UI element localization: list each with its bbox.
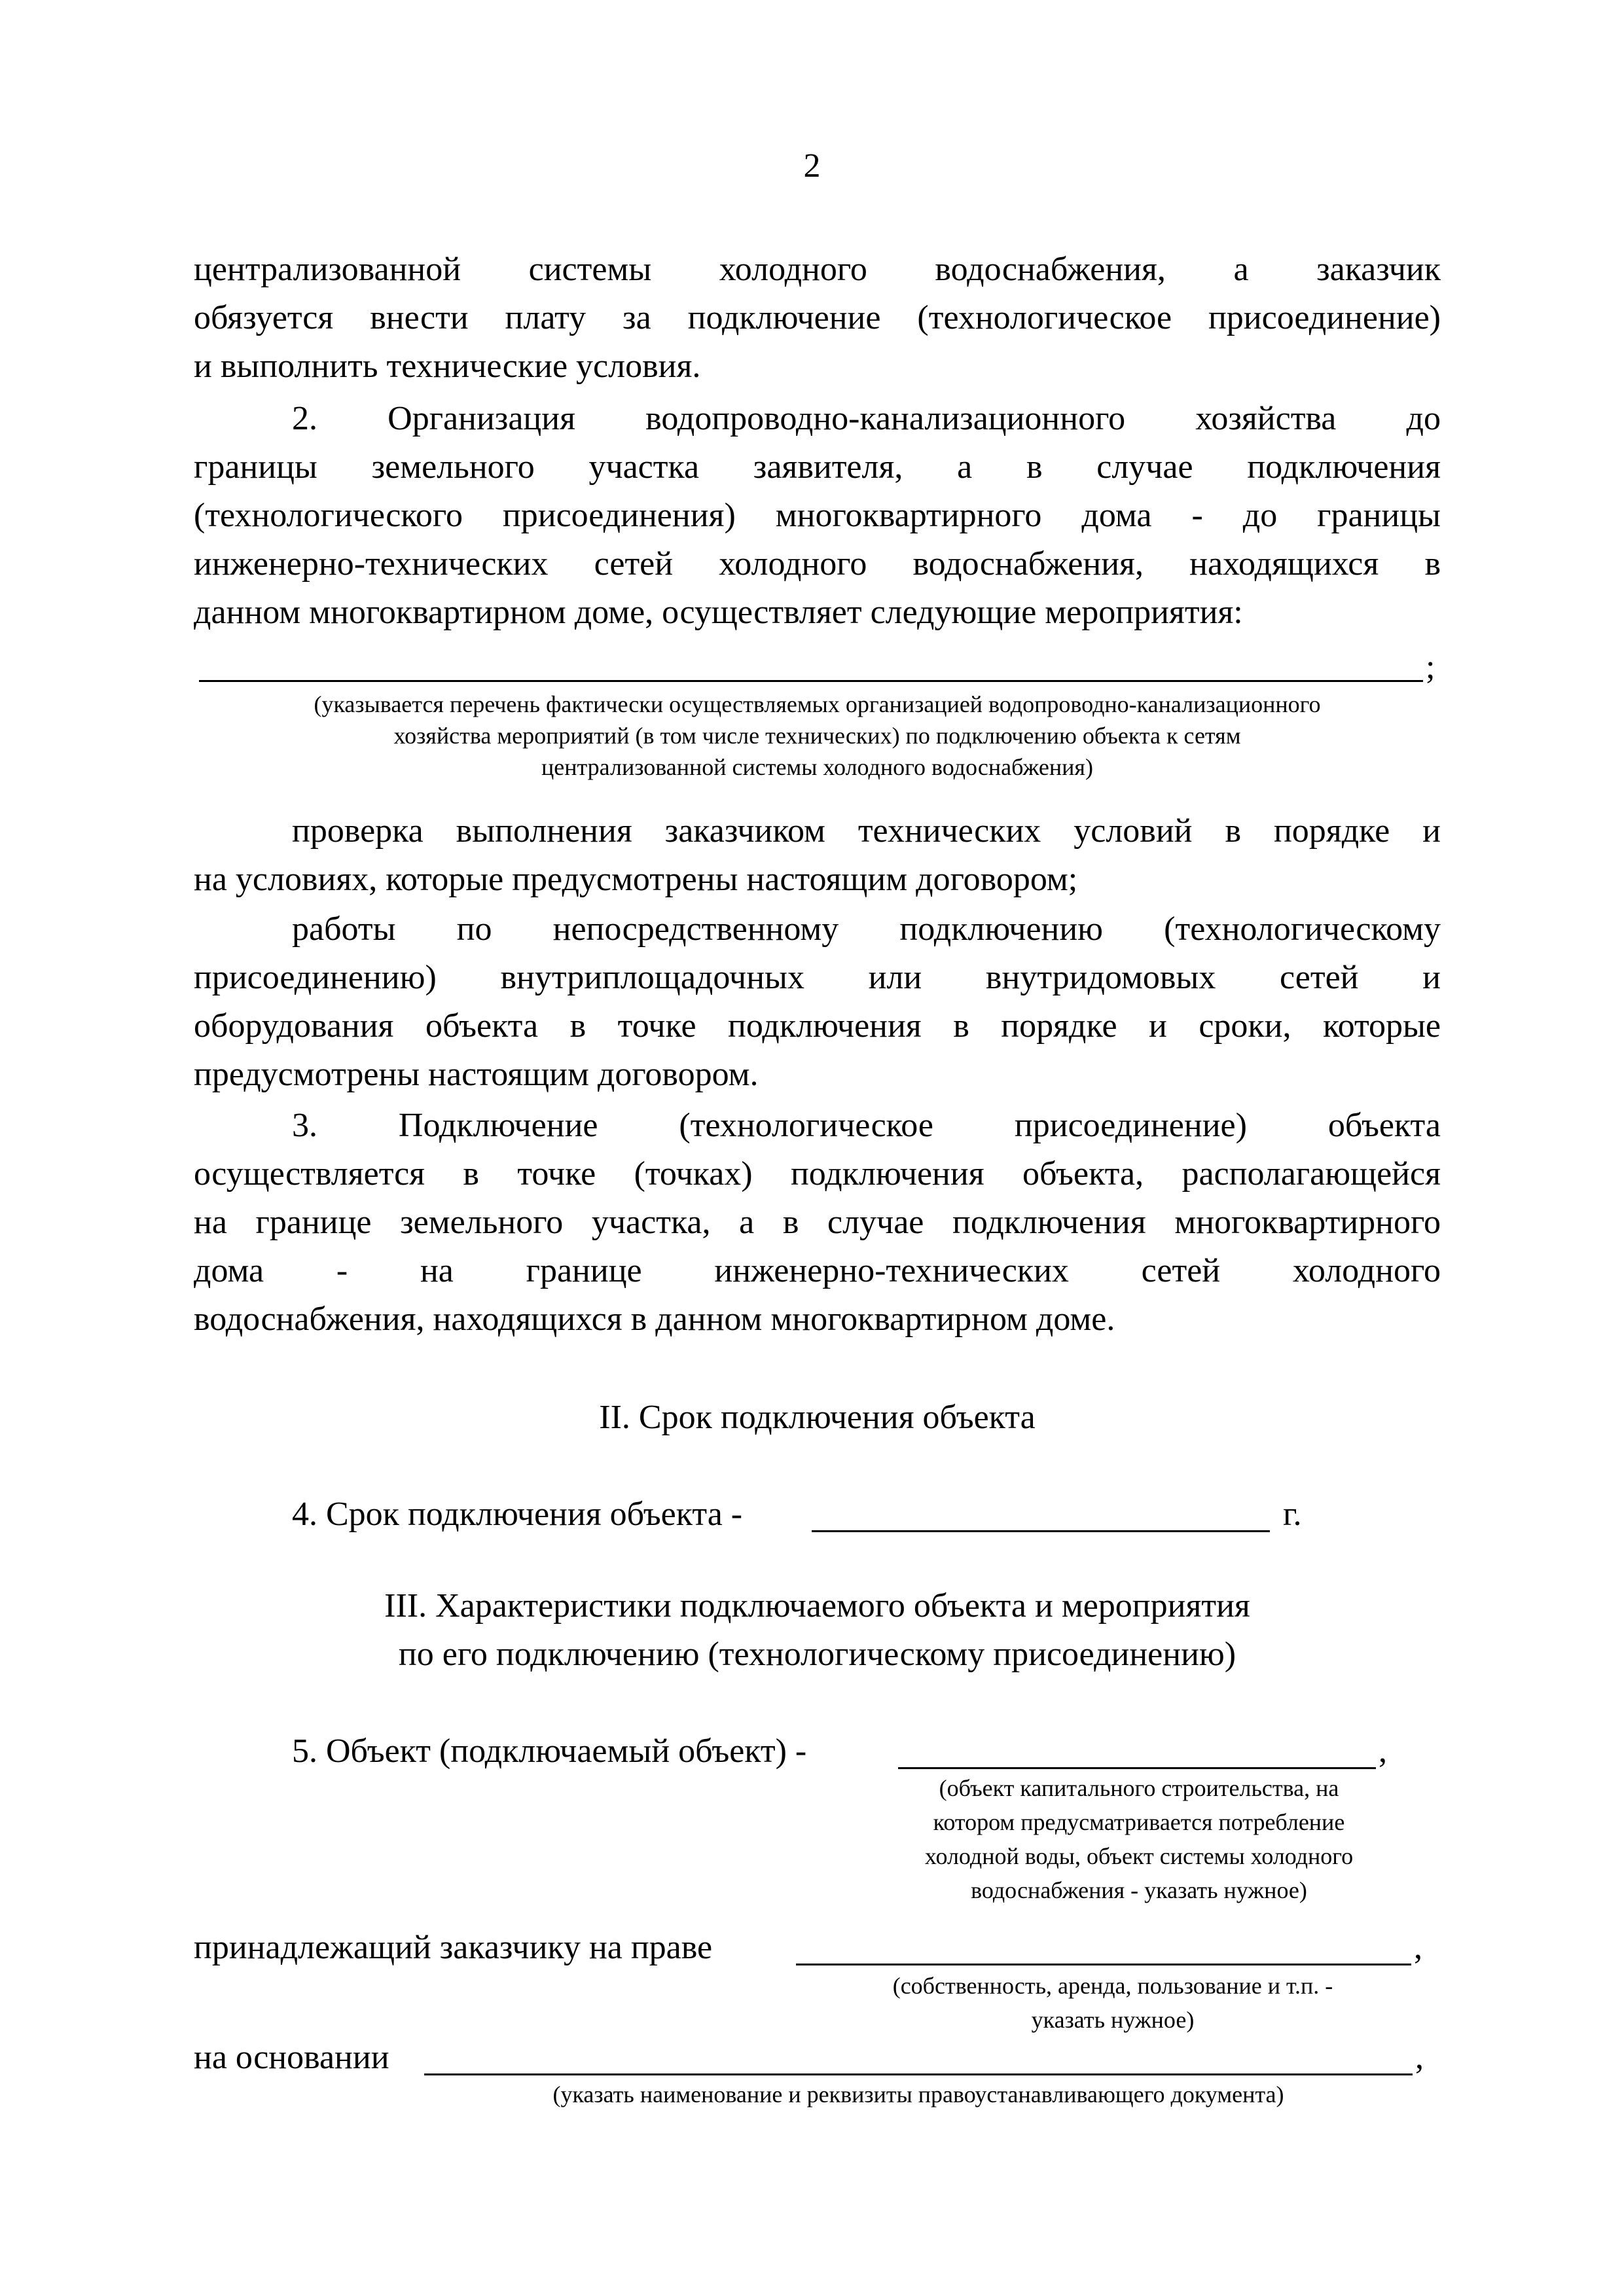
- item-4-label: 4. Срок подключения объекта -: [292, 1496, 743, 1533]
- note-line: (объект капитального строительства, на: [939, 1775, 1339, 1801]
- item-5-suffix: ,: [1379, 1732, 1387, 1770]
- object-field[interactable]: [898, 1767, 1376, 1769]
- ownership-label: принадлежащий заказчику на праве: [194, 1929, 713, 1966]
- note-line: централизованной системы холодного водоснабжения): [541, 754, 1093, 780]
- note-line: водоснабжения - указать нужное): [971, 1877, 1307, 1903]
- page-number: 2: [803, 147, 821, 185]
- section-heading: II. Срок подключения объекта: [599, 1399, 1036, 1436]
- paragraph-line: 2. Организация водопроводно-канализационного хозяйства до: [292, 400, 1441, 437]
- paragraph-line: предусмотрены настоящим договором.: [194, 1056, 759, 1093]
- paragraph-line: инженерно-технических сетей холодного водоснабжения, находящихся в: [194, 545, 1441, 583]
- section-heading: III. Характеристики подключаемого объекта и мероприятия: [384, 1587, 1250, 1624]
- section-heading: по его подключению (технологическому присоединению): [398, 1636, 1236, 1673]
- note-line: холодной воды, объект системы холодного: [924, 1843, 1354, 1869]
- paragraph-line: данном многоквартирном доме, осуществляет следующие мероприятия:: [194, 594, 1243, 631]
- note-line: котором предусматривается потребление: [933, 1809, 1345, 1835]
- item-4-suffix: г.: [1283, 1496, 1302, 1533]
- basis-label: на основании: [194, 2039, 389, 2076]
- basis-suffix: ,: [1415, 2039, 1424, 2076]
- paragraph-line: присоединению) внутриплощадочных или внутридомовых сетей и: [194, 959, 1441, 996]
- ownership-right-field[interactable]: [796, 1964, 1411, 1965]
- basis-document-field[interactable]: [424, 2073, 1413, 2075]
- paragraph-line: водоснабжения, находящихся в данном многоквартирном доме.: [194, 1300, 1115, 1338]
- paragraph-line: централизованной системы холодного водоснабжения, а заказчик: [194, 251, 1441, 288]
- note-line: (указать наименование и реквизиты правоустанавливающего документа): [552, 2081, 1284, 2108]
- note-line: (собственность, аренда, пользование и т.п. -: [892, 1973, 1333, 1999]
- ownership-suffix: ,: [1414, 1929, 1422, 1966]
- paragraph-line: оборудования объекта в точке подключения в порядке и сроки, которые: [194, 1007, 1441, 1045]
- paragraph-line: работы по непосредственному подключению (технологическому: [292, 910, 1441, 948]
- note-line: указать нужное): [1031, 2007, 1195, 2033]
- paragraph-line: на условиях, которые предусмотрены настоящим договором;: [194, 861, 1078, 898]
- connection-date-field[interactable]: [812, 1530, 1270, 1532]
- blank-terminator: ;: [1426, 649, 1435, 686]
- item-5-label: 5. Объект (подключаемый объект) -: [292, 1732, 807, 1770]
- paragraph-line: границы земельного участка заявителя, а в случае подключения: [194, 448, 1441, 486]
- paragraph-line: (технологического присоединения) многоквартирного дома - до границы: [194, 497, 1441, 534]
- fill-in-line[interactable]: [199, 680, 1423, 682]
- paragraph-line: и выполнить технические условия.: [194, 348, 701, 385]
- paragraph-line: осуществляется в точке (точках) подключения объекта, располагающейся: [194, 1155, 1441, 1193]
- paragraph-line: на границе земельного участка, а в случае подключения многоквартирного: [194, 1204, 1441, 1241]
- paragraph-line: обязуется внести плату за подключение (технологическое присоединение): [194, 299, 1441, 336]
- paragraph-line: 3. Подключение (технологическое присоединение) объекта: [292, 1107, 1441, 1144]
- paragraph-line: проверка выполнения заказчиком технических условий в порядке и: [292, 812, 1441, 850]
- paragraph-line: дома - на границе инженерно-технических сетей холодного: [194, 1252, 1441, 1289]
- note-line: (указывается перечень фактически осуществляемых организацией водопроводно-канализационного: [314, 691, 1321, 717]
- note-line: хозяйства мероприятий (в том числе технических) по подключению объекта к сетям: [393, 723, 1241, 749]
